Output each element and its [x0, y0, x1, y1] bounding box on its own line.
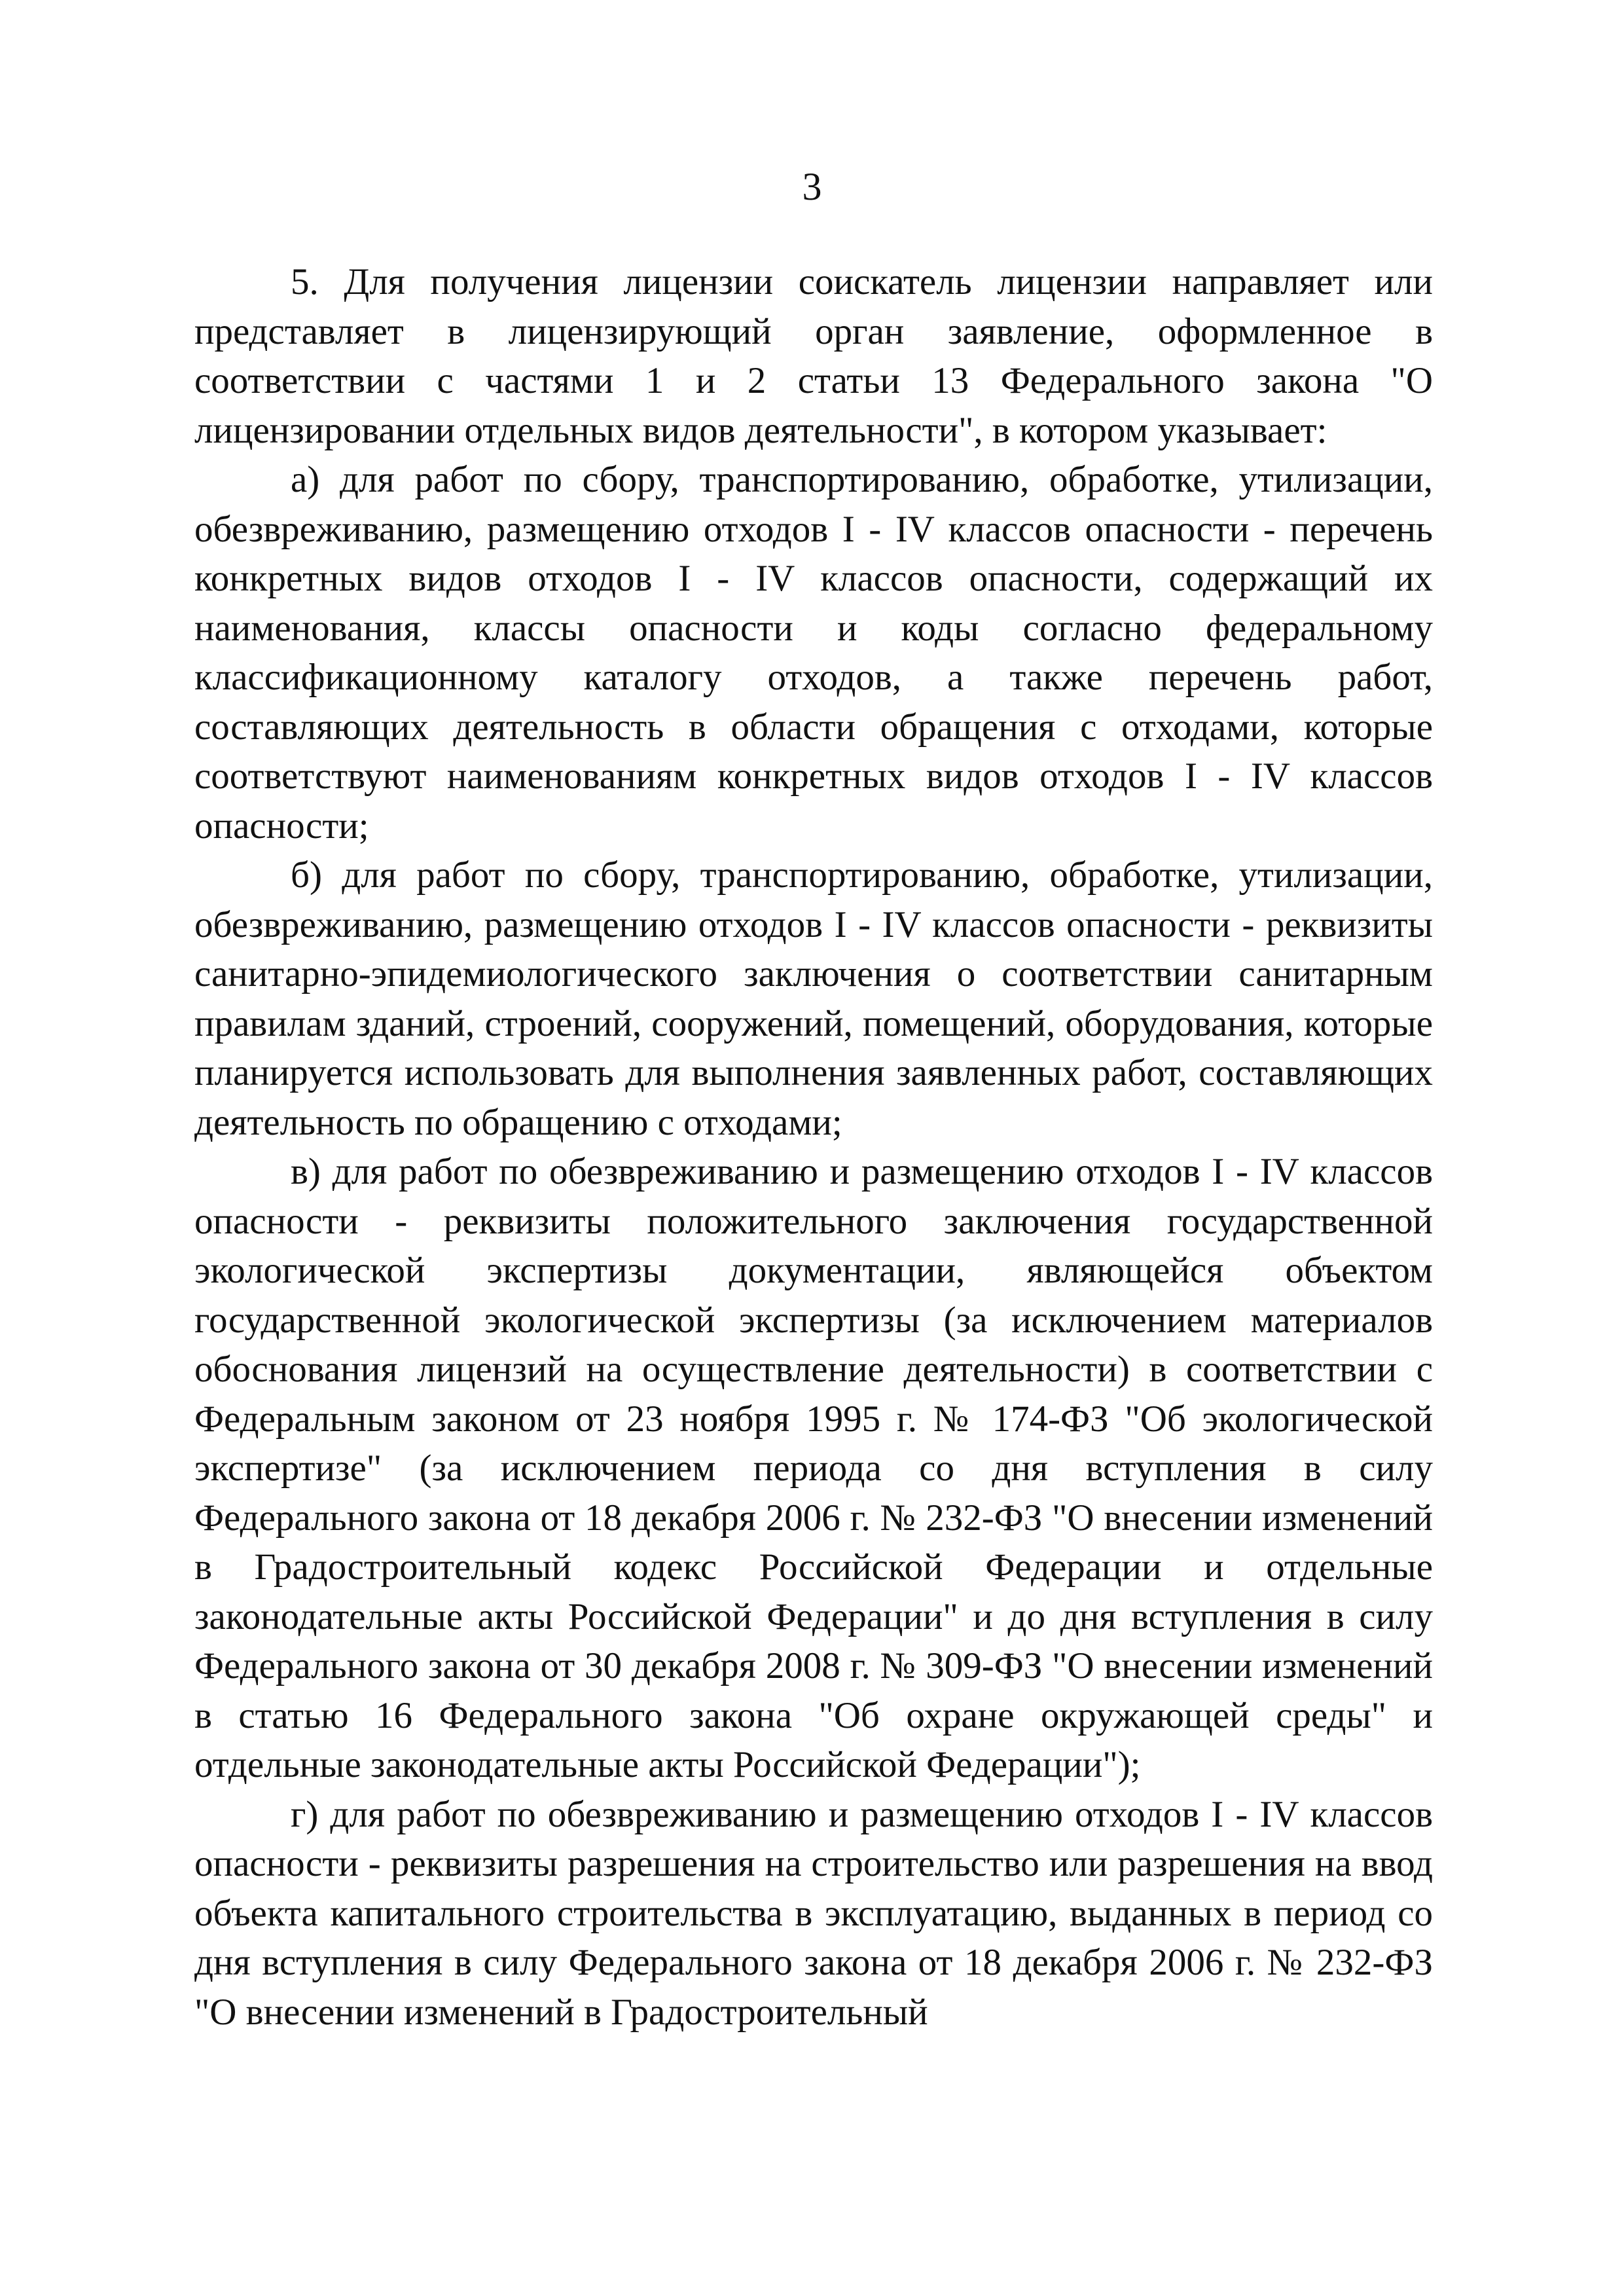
paragraph-subitem-g: г) для работ по обезвреживанию и размещению отходов I - IV классов опасности - реквизиты разрешения на строительство или разрешения на ввод объекта капитального строительства в эксплуатацию, выданных в период со дня вступления в силу Федерального закона от 18 декабря 2006 г. № 232-ФЗ "О внесении изменений в Градостроительный [194, 1793, 1433, 2033]
paragraph-subitem-v: в) для работ по обезвреживанию и размещению отходов I - IV классов опасности - реквизиты положительного заключения государственной экологической экспертизы документации, являющейся объектом государственной экологической экспертизы (за исключением материалов обоснования лицензий на осуществление деятельности) в соответствии с Федеральным законом от 23 ноября 1995 г. № 174-ФЗ "Об экологической экспертизе" (за исключением периода со дня вступления в силу Федерального закона от 18 декабря 2006 г. № 232-ФЗ "О внесении изменений в Градостроительный кодекс Российской Федерации и отдельные законодательные акты Российской Федерации" и до дня вступления в силу Федерального закона от 30 декабря 2008 г. № 309-ФЗ "О внесении изменений в статью 16 Федерального закона "Об охране окружающей среды" и отдельные законодательные акты Российской Федерации"); [194, 1151, 1433, 1785]
paragraph-subitem-a: а) для работ по сбору, транспортированию, обработке, утилизации, обезвреживанию, размещению отходов I - IV классов опасности - перечень конкретных видов отходов I - IV классов опасности, содержащий их наименования, классы опасности и коды согласно федеральному классификационному каталогу отходов, а также перечень работ, составляющих деятельность в области обращения с отходами, которые соответствуют наименованиям конкретных видов отходов I - IV классов опасности; [194, 459, 1433, 847]
page-number: 3 [802, 165, 822, 208]
paragraph-subitem-b: б) для работ по сбору, транспортированию, обработке, утилизации, обезвреживанию, размещению отходов I - IV классов опасности - реквизиты санитарно-эпидемиологического заключения о соответствии санитарным правилам зданий, строений, сооружений, помещений, оборудования, которые планируется использовать для выполнения заявленных работ, составляющих деятельность по обращению с отходами; [194, 854, 1433, 1143]
paragraph-item-5: 5. Для получения лицензии соискатель лицензии направляет или представляет в лицензирующий орган заявление, оформленное в соответствии с частями 1 и 2 статьи 13 Федерального закона "О лицензировании отдельных видов деятельности", в котором указывает: [194, 261, 1433, 451]
document-body [194, 257, 1433, 2037]
